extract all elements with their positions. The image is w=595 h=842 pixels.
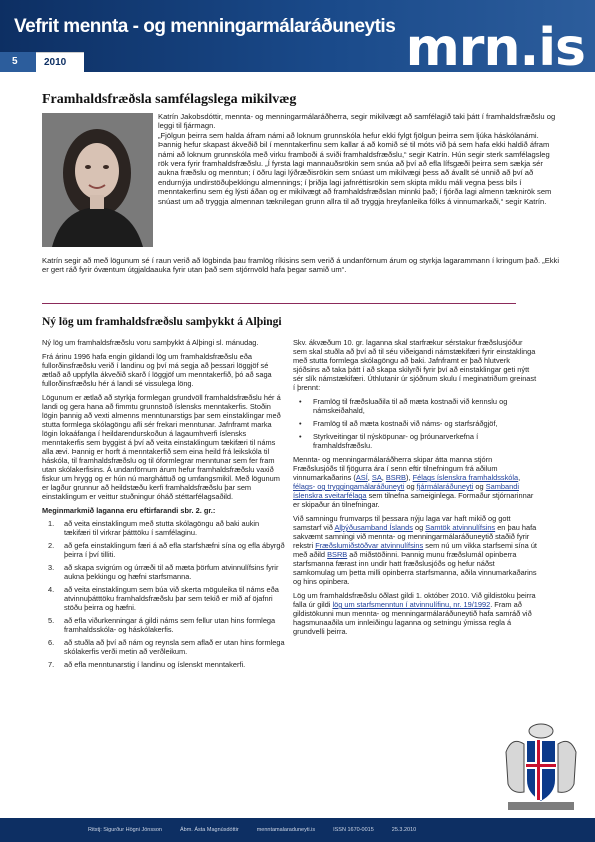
article2-title: Ný lög um framhaldsfræðslu samþykkt á Alþingi xyxy=(42,316,282,328)
list-item: • Styrkveitingar til nýsköpunar- og þróunarverkefna í framhaldsfræðslu. xyxy=(293,432,538,450)
link-sa[interactable]: SA xyxy=(371,473,382,482)
effective-paragraph: Lög um framhaldsfræðslu öðlast gildi 1. október 2010. Við gildistöku þeirra falla úr gildi lög um starfsmenntun í atvinnulífinu, nr. 19/1992. Fram að gildistökunni mun mennta- og menningarmálaráðuneytið hafa samráð við hagsmunaaðila um innleiðingu laganna og setningu ýmissa regla á grundvelli þeirra. xyxy=(293,591,536,636)
allocation-list xyxy=(293,397,538,450)
cooperation-paragraph: Við samningu frumvarps til þessara nýju laga var haft mikið og gott samstarf við Alþýðusamband Íslands og Samtök atvinnulífsins en þau hafa sakvæmt samningi við mennta- og menningarmálaráðuneytið staðið fyrir rekstri Fræðslumiðstöðvar atvinnulífsins sem nú um vikka starfsemi sína út með aðild BSRB að miðstöðinni. Þannig munu fræðslumál opinberra starfsmanna færast inn undir hatt fræðslusjóðs og hefur náðst samkomulag um þetta milli opinberra starfsmanna, aðila vinnumarkaðarins og hins opinbera. xyxy=(293,514,537,586)
portrait-photo-icon xyxy=(42,113,153,247)
link-asi-full[interactable]: Alþýðusamband Íslands xyxy=(334,523,413,532)
goals-list xyxy=(42,519,286,669)
link-social-ministry[interactable]: félags- og tryggingamálaráðuneyti xyxy=(293,482,405,491)
article1-closing: Katrín segir að með lögunum sé í raun verið að lögbinda þau framlög ríkisins sem verið á undanförnum árum og styrkja lagarammann í kringum það. „Ekki er gert ráð fyrir óvæntum útgjaldaauka fyrir utan það sem stjórnvöld hafa þegar samið um“. xyxy=(42,256,560,275)
link-law-1992[interactable]: lög um starfsmenntun í atvinnulífinu, nr. 19/1992 xyxy=(332,600,491,609)
list-item: 5. að efla viðurkenningar á gildi náms sem fellur utan hins formlega framhaldsskóla- og háskólakerfis. xyxy=(48,616,276,634)
footer-site-link[interactable]: menntamalaraduneyti.is xyxy=(256,827,316,833)
page-bar xyxy=(0,52,84,72)
article1-quote: „Fjölgun þeirra sem halda áfram námi að loknum grunnskóla hefur ekki fylgt fjölgun þeirra sem ljúka háskólanámi. Þannig hefur skapast ákveðið bil í menntakerfinu sem kallar á að komið sé til móts við þá sem hafa ekki haldið áfram námi að loknum grunnskóla með virku framboði á sviði framhaldsfræðslu,“ segir Katrín. Hún segir sterk samfélagsleg rök vera fyrir framhaldsfræðslu. „Í fyrsta lagi mannauðsrökin sem snúa að því að efla lífsgæði þeirra sem sækja sér aukna fræðslu og menntun; í öðru lagi lýðræðisrökin sem snúast um mikilvægi þess að ávallt sé unnið að því að endurnýja undirstöðuþekkingu almennings; í þriðja lagi jafnréttisrökin sem skipta miklu máli vegna þess bils í menntakerfinu sem ég lýsti áðan og er mikilvægt að framhaldsfræðslan minnki það; í fjórða lagi almenn tæknirök sem snúast um að tryggja almennan tæknilegan grunn allra til að tryggja hreyfanleika fólks á vinnumarkaði,“ segir Katrín. xyxy=(158,130,552,206)
page-footer xyxy=(0,818,595,842)
link-finance-ministry[interactable]: fjármálaráðuneyti xyxy=(416,482,474,491)
link-asi[interactable]: ASÍ xyxy=(355,473,368,482)
page-number: 5 xyxy=(0,52,36,72)
article1-title: Framhaldsfræðsla samfélagslega mikilvæg xyxy=(42,92,297,107)
article2-right-column xyxy=(293,338,538,641)
list-item: 1. að veita einstaklingum með stutta skólagöngu að baki aukin tækifæri til virkrar þátttöku í samfélaginu. xyxy=(48,519,260,537)
link-sa-full[interactable]: Samtök atvinnulífsins xyxy=(425,523,496,532)
board-paragraph: Mennta- og menningarmálaráðherra skipar átta manna stjórn Fræðslusjóðs til fjögurra ára í senn eftir tilnefningum frá aðilum vinnumarkaðarins (ASÍ, SA, BSRB), Félags íslenskra framhaldsskóla, félags- og tryggingamálaráðuneyti og fjármálaráðuneyti og Sambandi íslenskra sveitarfélaga sem tilnefna sameiginlega. Formaður stjórnarinnar er skipaður án tilnefningar. xyxy=(293,455,534,509)
link-municipalities[interactable]: Sambandi íslenskra sveitarfélaga xyxy=(293,482,519,500)
footer-editor: Ritstj: Sigurður Högni Jónsson xyxy=(88,827,162,833)
link-frae[interactable]: Fræðslumiðstöðvar atvinnulífsins xyxy=(315,541,424,550)
footer-date: 25.3.2010 xyxy=(391,827,417,833)
paragraph: Lögunum er ætlað að styrkja formlegan grundvöll framhaldsfræðslu hér á landi og gera hana að fimmtu grunnstoð íslensks menntakerfis. Stoðin lögin þannig að vexti almenns menntunarstigs þar sem einstaklingar með stutta formlega skólagöngu afli sér frekari menntunar. Jafnframt marka lögin lokaáfanga í heildarendurskoðun á lagaumhverfi íslensks menntakerfis sem byggist á því að veita einstaklingum tækifæri til náms alla ævi. Þannig er horft á menntakerfið sem eina heild frá leikskóla til háskóla, til framhaldsfræðslu og til óformlegrar menntunar sem fer fram utan skólakerfisins. Á undanförnum árum hefur framhaldsfræðslu vaxið fiskur um hrygg og er hún nú margháttuð og umfangsmikil. Með lögunum er lagður grunnur að heildstæðu kerfi framhaldsfræðslu þar sem einstaklingum er veittur stuðningur óháð stéttarfélagsaðild. xyxy=(42,393,281,501)
goals-heading: Meginmarkmið laganna eru eftirfarandi sbr. 2. gr.: xyxy=(42,506,216,515)
site-logo[interactable]: mrn.is xyxy=(405,18,585,72)
iceland-coat-of-arms-icon xyxy=(498,722,584,812)
list-item: 7. að efla menntunarstig í landinu og íslenskt menntakerfi. xyxy=(48,660,246,669)
issue-year: 2010 xyxy=(36,52,84,72)
paragraph: Frá árinu 1996 hafa engin gildandi lög um framhaldsfræðslu eða fullorðinsfræðslu verið í landinu og því má segja að þessari löggjöf sé ætlað að uppfylla ákveðið skarð í löggjöf um menntakerfið, þó að saga fullorðinsfræðslu hér á landi sé vissulega löng. xyxy=(42,352,272,388)
list-item: 3. að skapa svigrúm og úrræði til að mæta þörfum atvinnulífsins fyrir aukna þekkingu og hæfni starfsmanna. xyxy=(48,563,279,581)
article1-lead: Katrín Jakobsdóttir, mennta- og menningarmálaráðherra, segir mikilvægt að samfélagið taki þátt í framhaldsfræðslu og leggi til fjármagn. xyxy=(158,112,556,131)
list-item: • Framlög til fræðsluaðila til að mæta kostnaði við kennslu og námskeiðahald, xyxy=(293,397,538,415)
link-fif[interactable]: Félags íslenskra framhaldsskóla xyxy=(412,473,519,482)
article2-left-column xyxy=(42,338,286,673)
list-item: 6. að stuðla að því að nám og reynsla sem aflað er utan hins formlega skólakerfis verði metin að verðleikum. xyxy=(48,638,285,656)
footer-issn: ISSN 1670-0015 xyxy=(333,827,374,833)
footer-responsible: Ábm. Ásta Magnúsdóttir xyxy=(179,827,239,833)
list-item: 4. að veita einstaklingum sem búa við skerta möguleika til náms eða atvinnuþátttöku framhaldsfræðslu þar sem tekið er mið af öjafnri stöðu þeirra og hæfni. xyxy=(48,585,279,612)
page-header xyxy=(0,0,595,72)
list-item: • Framlög til að mæta kostnaði við náms- og starfsráðgjöf, xyxy=(293,419,538,428)
article1-body xyxy=(158,112,558,206)
publication-title: Vefrit mennta - og menningarmálaráðuneytis xyxy=(14,16,396,37)
fund-paragraph: Skv. ákvæðum 10. gr. laganna skal starfrækur sérstakur fræðslusjóður sem skal stuðla að því að til séu viðeigandi námstækifæri fyrir einstaklinga með stutta formlega skólagöngu að baki. Jafnframt er það hlutverk sjóðsins að taka þátt í að skapa skilyrði fyrir því að einstaklingar geti nýtt sér slík námstækifæri. Úthlutanir úr sjóðnum skulu í meginatriðum greinast í þrennt: xyxy=(293,338,537,392)
link-bsrb-2[interactable]: BSRB xyxy=(327,550,348,559)
link-bsrb[interactable]: BSRB xyxy=(385,473,406,482)
list-item: 2. að gefa einstaklingum færi á að efla starfshæfni sína og efla ábyrgð þeirra í því tilliti. xyxy=(48,541,285,559)
paragraph: Ný lög um framhaldsfræðslu voru samþykkt á Alþingi sl. mánudag. xyxy=(42,338,259,347)
section-divider xyxy=(42,303,516,304)
